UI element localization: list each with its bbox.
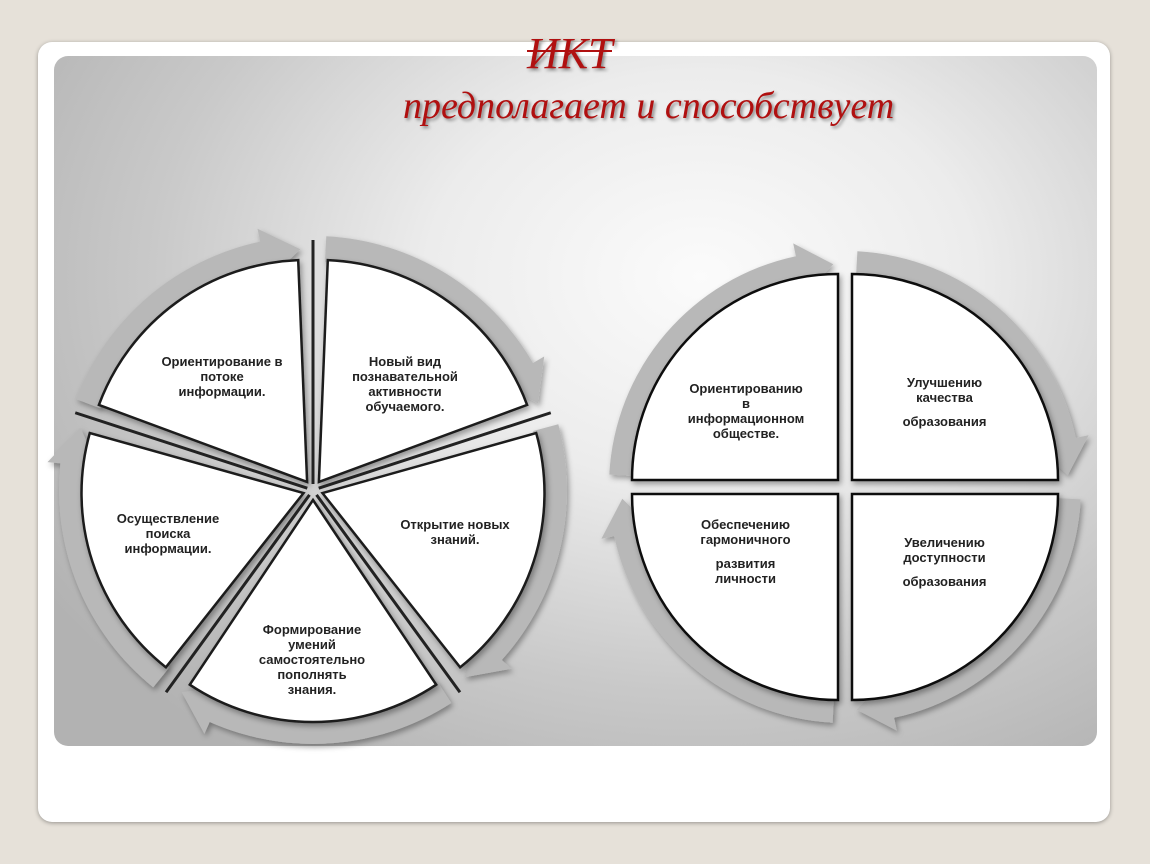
right-quadrant-bottom-right	[852, 494, 1058, 700]
title-ikt: ИКТ	[527, 29, 613, 78]
right-cycle-quadrants	[632, 274, 1058, 700]
right-quadrant-orientation: Ориентированию в информационном обществе.	[687, 381, 805, 441]
left-segment-new-activity: Новый вид познавательной активности обучаемого.	[352, 354, 458, 414]
title-subtitle: предполагает и способствует	[403, 85, 895, 127]
right-quadrant-top-left	[632, 274, 838, 480]
left-segment-orientation: Ориентирование в потоке информации.	[161, 354, 283, 399]
left-segment-skills: Формирование умений самостоятельно пополнять знания.	[258, 622, 366, 697]
right-quadrant-quality: Улучшению качества образования	[902, 375, 987, 429]
right-cycle-arrows	[601, 243, 1088, 730]
right-quadrant-harmony: Обеспечению гармоничного развития личности	[700, 517, 791, 586]
left-segment-discovery: Открытие новых знаний.	[400, 517, 510, 547]
left-segment-search: Осуществление поиска информации.	[116, 511, 220, 556]
right-quadrant-accessibility: Увеличению доступности образования	[902, 535, 987, 589]
